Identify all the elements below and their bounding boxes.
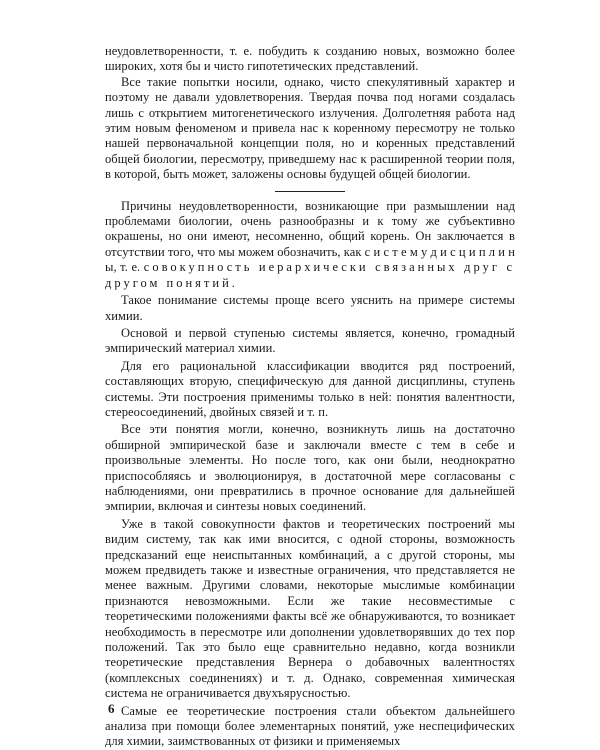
paragraph: Для его рациональной классификации вводится ряд построений, составляющих вторую, специфическую для данной дисциплины, ступень системы. Эти построения применимы только в ней: понятия валентности, стереосоединений, двойных связей и т. п. — [105, 358, 515, 419]
emphasized-definition: совокупность иерархически связанных друг с другом понятий. — [105, 260, 515, 290]
paragraph: Самые ее теоретические построения стали объектом дальнейшего анализа при помощи более элементарных понятий, уже неспецифических для химии, заимствованных от физики и применяемых — [105, 703, 515, 749]
paragraph-text: Причины неудовлетворенности, возникающие при размышлении над проблемами биологии, очень разнообразны и к тому же субъективно окрашены, но они имеют, несомненно, общий корень. Он заключается в отсутствии того, что мы можем обозначить, как с и с т е м у д и с ц и п л и н ы, т. е. — [105, 198, 515, 275]
page-number: 6 — [108, 701, 115, 716]
paragraph: Все эти понятия могли, конечно, возникнуть лишь на достаточно обширной эмпирической базе и заключали вместе с тем в себе и произвольные элементы. Но после того, как они были, неоднократно приспособляясь и эволюционируя, в достаточной мере согласованы с наблюдениями, они превратились в прочное основание для дальнейшей эмпирии, включая и синтезы новых соединений. — [105, 422, 515, 514]
page-body — [105, 44, 515, 750]
paragraph-system-definition — [105, 199, 515, 291]
paragraph: Основой и первой ступенью системы является, конечно, громадный эмпирический материал химии. — [105, 325, 515, 356]
section-divider — [275, 191, 345, 192]
paragraph: Все такие попытки носили, однако, чисто спекулятивный характер и поэтому не давали удовлетворения. Твердая почва под ногами создалась лишь с открытием митогенетического излучения. Долголетняя работа над этим новым феноменом и привела нас к коренному пересмотру не только нашей первоначальной концепции поля, но и коренных представлений общей биологии, пересмотру, приведшему нас к расширенной теории поля, в которой, быть может, заложены основы будущей общей биологии. — [105, 74, 515, 182]
paragraph: Уже в такой совокупности фактов и теоретических построений мы видим систему, так как ими вносится, с одной стороны, возможность предсказаний еще неиспытанных комбинаций, а с другой стороны, мы можем предвидеть также и известные ограничения, что представляется не менее важным. Другими словами, некоторые мыслимые комбинации признаются невозможными. Если же такие несовместимые с теоретическими положениями факты всё же обнаруживаются, то возникает необходимость в пересмотре или дополнении удовлетворявших до тех пор положений. Так это было еще сравнительно недавно, когда возникли теоретические представления Вернера о добавочных валентностях (комплексных соединениях) и т. д. Однако, современная химическая система не ограничивается двухъярусностью. — [105, 516, 515, 701]
paragraph-continuation: неудовлетворенности, т. е. побудить к созданию новых, возможно более широких, хотя бы и чисто гипотетических представлений. — [105, 44, 515, 74]
paragraph: Такое понимание системы проще всего уяснить на примере системы химии. — [105, 293, 515, 323]
